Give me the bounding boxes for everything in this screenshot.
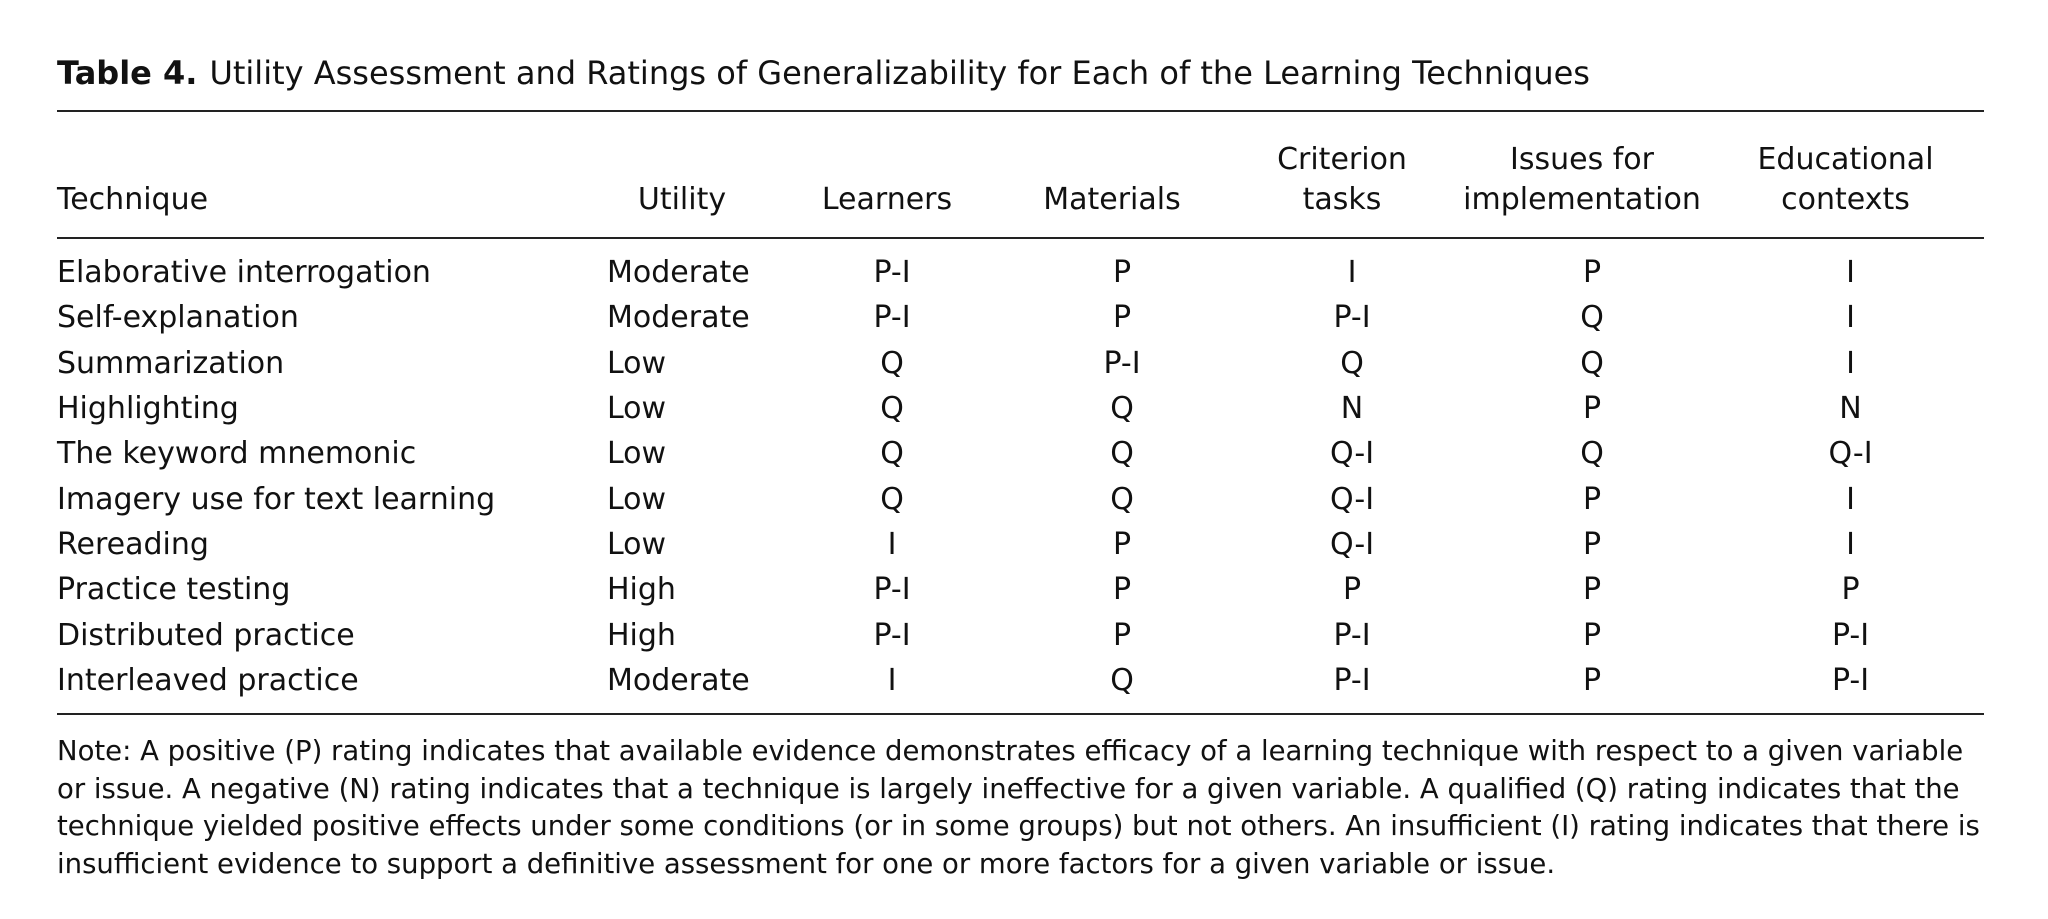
column-header-line: Materials [1043, 182, 1181, 217]
cell-materials: P [1112, 526, 1132, 562]
cell-technique: Highlighting [57, 391, 239, 427]
cell-technique: Interleaved practice [57, 662, 359, 698]
column-header-line: tasks [1302, 182, 1382, 217]
cell-materials: P [1112, 617, 1132, 653]
column-header-materials [997, 140, 1227, 220]
cell-learners: Q [880, 436, 904, 472]
cell-educational-contexts: I [1846, 345, 1855, 381]
cell-technique: Imagery use for text learning [57, 481, 496, 517]
column-header-line: Technique [57, 182, 209, 217]
cell-issues-for-implementation: P [1582, 572, 1602, 608]
cell-learners: P-I [873, 300, 911, 336]
cell-materials: Q [1110, 481, 1134, 517]
cell-criterion-tasks: P-I [1333, 300, 1371, 336]
cell-educational-contexts: I [1846, 300, 1855, 336]
cell-technique: Practice testing [57, 572, 291, 608]
cell-educational-contexts: P [1841, 572, 1860, 608]
cell-learners: I [887, 526, 897, 562]
header-rule [57, 237, 1984, 239]
cell-educational-contexts: I [1846, 481, 1855, 517]
table-note: Note: A positive (P) rating indicates that available evidence demonstrates efficacy of a learning technique with respect to a given variable or issue. A negative (N) rating indicates that a technique is largely ineffective for a given variable. A qualified (Q) rating indicates that the technique yielded positive effects under some conditions (or in some groups) but not others. An insufficient (I) rating indicates that there is insufficient evidence to support a definitive assessment for one or more factors for a given variable or issue. [57, 735, 1980, 880]
table-row [57, 295, 1984, 340]
column-header-line [997, 140, 1227, 180]
column-header-line [57, 140, 587, 180]
table-header [57, 140, 1984, 220]
column-header-line: Criterion [1277, 142, 1407, 177]
cell-criterion-tasks: Q-I [1329, 481, 1375, 517]
column-header-line: Educational [1757, 142, 1934, 177]
cell-learners: P-I [873, 572, 911, 608]
cell-issues-for-implementation: P [1582, 662, 1602, 698]
column-header-learners [777, 140, 997, 220]
cell-learners: Q [880, 345, 904, 381]
column-header-line: contexts [1781, 182, 1910, 217]
cell-criterion-tasks: N [1340, 391, 1364, 427]
column-header-line: Utility [637, 182, 727, 217]
cell-utility: Low [607, 345, 667, 381]
cell-learners: P-I [873, 255, 911, 291]
cell-criterion-tasks: Q-I [1329, 436, 1375, 472]
cell-technique: Self-explanation [57, 300, 299, 336]
cell-criterion-tasks: Q [1340, 345, 1364, 381]
cell-technique: Elaborative interrogation [57, 255, 431, 291]
cell-technique: Rereading [57, 526, 209, 562]
cell-educational-contexts: N [1839, 391, 1862, 427]
cell-technique: Summarization [57, 345, 285, 381]
cell-issues-for-implementation: P [1582, 526, 1602, 562]
column-header-educational-contexts [1707, 140, 1984, 220]
cell-issues-for-implementation: P [1582, 255, 1602, 291]
table-label: Table 4. [57, 54, 198, 92]
cell-criterion-tasks: I [1347, 255, 1357, 291]
column-header-criterion-tasks [1227, 140, 1457, 220]
cell-educational-contexts: I [1846, 255, 1855, 291]
table-body [57, 250, 1984, 703]
cell-learners: I [887, 662, 897, 698]
table-caption [57, 52, 1987, 94]
cell-utility: Low [607, 436, 667, 472]
cell-materials: P [1112, 255, 1132, 291]
cell-utility: High [607, 572, 676, 608]
cell-criterion-tasks: Q-I [1329, 526, 1375, 562]
column-header-technique [57, 140, 587, 220]
table-row [57, 250, 1984, 295]
cell-materials: P-I [1103, 345, 1141, 381]
cell-criterion-tasks: P [1342, 572, 1362, 608]
cell-issues-for-implementation: P [1582, 391, 1602, 427]
cell-issues-for-implementation: P [1582, 481, 1602, 517]
cell-issues-for-implementation: P [1582, 617, 1602, 653]
cell-criterion-tasks: P-I [1333, 662, 1371, 698]
cell-materials: Q [1110, 662, 1134, 698]
cell-learners: Q [880, 391, 904, 427]
table-row [57, 612, 1984, 657]
column-header-line [777, 140, 997, 180]
cell-criterion-tasks: P-I [1333, 617, 1371, 653]
cell-materials: Q [1110, 436, 1134, 472]
column-header-line: implementation [1463, 182, 1701, 217]
table-row [57, 386, 1984, 431]
cell-materials: Q [1110, 391, 1134, 427]
cell-issues-for-implementation: Q [1580, 436, 1604, 472]
cell-educational-contexts: I [1846, 526, 1855, 562]
cell-educational-contexts: P-I [1831, 617, 1870, 653]
cell-utility: High [607, 617, 676, 653]
cell-utility: Moderate [607, 662, 750, 698]
table-row [57, 658, 1984, 703]
cell-learners: Q [880, 481, 904, 517]
cell-issues-for-implementation: Q [1580, 300, 1604, 336]
top-rule [57, 110, 1984, 112]
column-header-issues-for-implementation [1457, 140, 1707, 220]
cell-utility: Moderate [607, 300, 750, 336]
bottom-rule [57, 713, 1984, 715]
cell-educational-contexts: P-I [1831, 662, 1870, 698]
cell-utility: Low [607, 481, 667, 517]
header-row [57, 140, 1984, 220]
cell-materials: P [1112, 572, 1132, 608]
cell-utility: Moderate [607, 255, 750, 291]
cell-technique: Distributed practice [57, 617, 355, 653]
column-header-utility [587, 140, 777, 220]
cell-learners: P-I [873, 617, 911, 653]
cell-materials: P [1112, 300, 1132, 336]
table-row [57, 341, 1984, 386]
cell-educational-contexts: Q-I [1828, 436, 1873, 472]
cell-utility: Low [607, 391, 667, 427]
table-row [57, 567, 1984, 612]
column-header-line [587, 140, 777, 180]
cell-issues-for-implementation: Q [1580, 345, 1604, 381]
table-row [57, 476, 1984, 521]
column-header-line: Learners [821, 182, 953, 217]
table-row [57, 522, 1984, 567]
cell-utility: Low [607, 526, 667, 562]
cell-technique: The keyword mnemonic [57, 436, 417, 472]
table-title: Utility Assessment and Ratings of Generalizability for Each of the Learning Techniques [209, 54, 1590, 92]
table-row [57, 431, 1984, 476]
column-header-line: Issues for [1510, 142, 1654, 177]
